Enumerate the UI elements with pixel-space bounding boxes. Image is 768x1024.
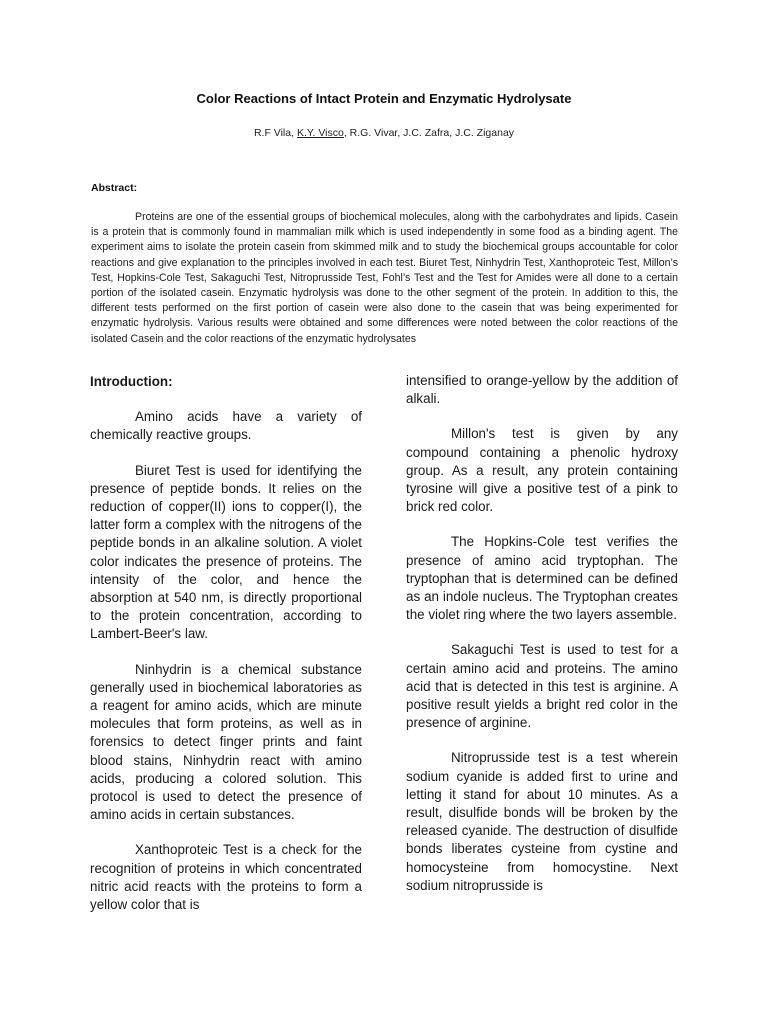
paragraph-millons: Millon's test is given by any compound containing a phenolic hydroxy group. As a result, any protein containing tyrosine will give a positive test of a pink to brick red color. — [406, 426, 678, 515]
paragraph-amino-acids: Amino acids have a variety of chemically reactive groups. — [90, 409, 362, 443]
paragraph-biuret: Biuret Test is used for identifying the presence of peptide bonds. It relies on the reduction of copper(II) ions to copper(I), the latter form a complex with the nitrogens of the peptide bonds in an alkaline solution. A violet color indicates the presence of proteins. The intensity of the color, and hence the absorption at 540 nm, is directly proportional to the protein concentration, according to Lambert-Beer's law. — [90, 462, 362, 642]
authors-underlined: K.Y. Visco — [296, 127, 344, 139]
abstract-heading: Abstract: — [91, 182, 138, 194]
paragraph-xanthoproteic: Xanthoproteic Test is a check for the recognition of proteins in which concentrated nitric acid reacts with the proteins to form a yellow color that is — [90, 842, 362, 913]
left-column — [90, 372, 362, 931]
paragraph-nitroprusside: Nitroprusside test is a test wherein sodium cyanide is added first to urine and letting it stand for about 10 minutes. As a result, disulfide bonds will be broken by the released cyanide. The destruction of disulfide bonds liberates cysteine from cystine and homocysteine from homocystine. Next sodium nitroprusside is — [406, 750, 678, 893]
paragraph-xanthoproteic-continued: intensified to orange-yellow by the addition of alkali. — [406, 373, 678, 407]
paragraph-sakaguchi: Sakaguchi Test is used to test for a certain amino acid and proteins. The amino acid that is detected in this test is arginine. A positive result yields a bright red color in the presence of arginine. — [406, 642, 678, 731]
paragraph-ninhydrin: Ninhydrin is a chemical substance generally used in biochemical laboratories as a reagent for amino acids, which are minute molecules that form proteins, as well as in forensics to detect finger prints and faint blood stains, Ninhydrin react with amino acids, producing a colored solution. This protocol is used to detect the presence of amino acids in certain substances. — [90, 661, 362, 823]
authors-after: , R.G. Vivar, J.C. Zafra, J.C. Ziganay — [343, 127, 515, 139]
author-list — [0, 127, 768, 139]
paragraph-hopkins-cole: The Hopkins-Cole test verifies the presence of amino acid tryptophan. The tryptophan that is determined can be defined as an indole nucleus. The Tryptophan creates the violet ring where the two layers assemble. — [406, 534, 678, 623]
introduction-heading: Introduction: — [90, 374, 173, 389]
abstract-text: Proteins are one of the essential groups of biochemical molecules, along with the carbohydrates and lipids. Casein is a protein that is commonly found in mammalian milk which is used independently in some food as a binding agent. The experiment aims to isolate the protein casein from skimmed milk and to study the biochemical groups accountable for color reactions and give explanation to the principles involved in each test. Biuret Test, Ninhydrin Test, Xanthoproteic Test, Millon’s Test, Hopkins-Cole Test, Sakaguchi Test, Nitroprusside Test, Fohl’s Test and the Test for Amides were all done to a certain portion of the isolated casein. Enzymatic hydrolysis was done to the other segment of the protein. In addition to this, the different tests performed on the first portion of casein were also done to the casein that was being experimented for enzymatic hydrolysis. Various results were obtained and some differences were noted between the color reactions of the isolated Casein and the color reactions of the enzymatic hydrolysates — [91, 211, 678, 345]
right-column — [406, 372, 678, 912]
authors-before: R.F Vila, — [253, 127, 297, 139]
paper-title: Color Reactions of Intact Protein and Enzymatic Hydrolysate — [196, 91, 572, 106]
